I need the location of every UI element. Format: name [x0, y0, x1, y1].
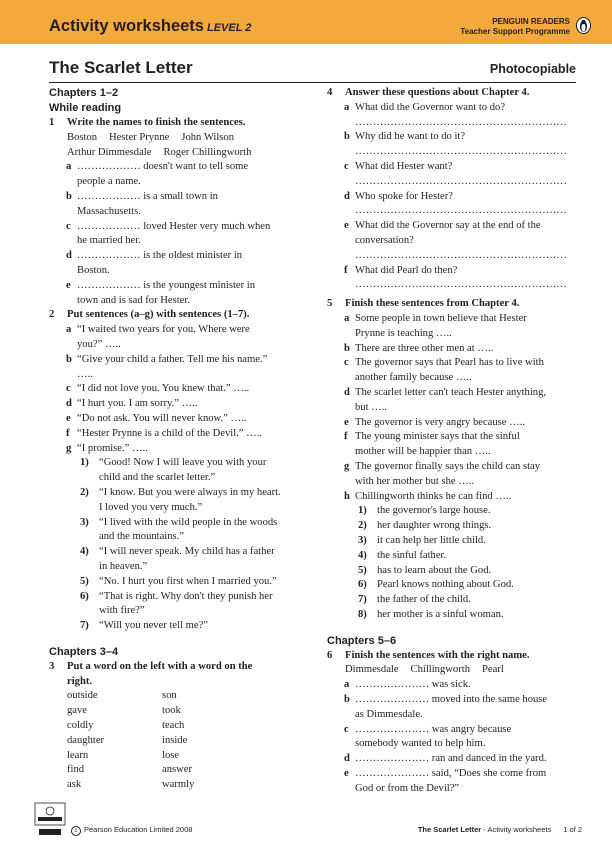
document-title: The Scarlet Letter [49, 58, 193, 77]
name-bank: Boston Hester Prynne John Wilson [67, 131, 234, 143]
list-item: e ……………… is the youngest minister in town and is sad for Hester. [66, 279, 256, 306]
word-pair-row: coldly teach [67, 720, 185, 732]
list-item: g “I promise.” ….. [66, 442, 148, 454]
brand-line-1: PENGUIN READERS [492, 17, 570, 26]
list-item: d ………………… ran and danced in the yard. [344, 753, 547, 765]
footer-page-info: The Scarlet Letter - Activity worksheets 1 of 2 [417, 825, 582, 834]
list-item: c ……………… loved Hester very much when he married her. [66, 220, 271, 247]
sub-item: 3) it can help her little child. [358, 534, 486, 546]
word-pair-row: learn lose [67, 749, 180, 761]
list-item: c What did Hester want? …………………………………………………… [344, 160, 567, 187]
title-divider [49, 82, 576, 83]
sub-item: 1) the governor's large house. [358, 505, 491, 517]
list-item: e ………………… said, “Does she come from God or from the Devil?” [344, 768, 547, 794]
sub-item: 1) “Good! Now I will leave you with your child and the scarlet letter.” [80, 457, 267, 484]
pearson-longman-logo-icon [33, 801, 67, 841]
word-pair-row: outside son [67, 690, 177, 702]
list-item: b ……………… is a small town in Massachusetts. [66, 190, 218, 217]
section-heading: Chapters 3–4 [49, 645, 119, 658]
sub-item: 2) “I know. But you were always in my heart. I loved you very much.” [80, 486, 281, 513]
question-1: 1 Write the names to finish the sentences. [49, 117, 246, 128]
question-3: 3 Put a word on the left with a word on the right. [49, 660, 253, 687]
sub-item: 4) “I will never speak. My child has a father in heaven.” [80, 546, 275, 572]
word-pair-row: daughter inside [67, 734, 188, 746]
list-item: e The governor is very angry because ….. [344, 416, 526, 428]
section-subheading: While reading [49, 102, 122, 114]
list-item: d Who spoke for Hester? …………………………………………………… [344, 190, 567, 217]
question-4: 4 Answer these questions about Chapter 4. [327, 87, 530, 98]
list-item: a Some people in town believe that Hester Prynne is teaching ….. [344, 312, 527, 339]
sub-item: 5) “No. I hurt you first when I married you.” [80, 575, 277, 587]
sub-item: 8) her mother is a sinful woman. [358, 608, 504, 620]
name-bank: Arthur Dimmesdale Roger Chillingworth [67, 146, 252, 158]
list-item: d ……………… is the oldest minister in Boston. [66, 250, 243, 276]
list-item: c “I did not love you. You knew that.” ….. [66, 383, 250, 395]
sub-item: 2) her daughter wrong things. [358, 520, 492, 532]
sub-item: 6) “That is right. Why don't they punish her with fire?” [80, 590, 273, 617]
left-column [49, 86, 301, 793]
list-item: a What did the Governor want to do? …………………………………………………… [344, 101, 567, 128]
list-item: b “Give your child a father. Tell me his name.” ….. [66, 353, 268, 380]
list-item: e What did the Governor say at the end of the conversation? …………………………………………………… [344, 220, 567, 261]
page-number: 1 of 2 [563, 825, 582, 834]
question-6: 6 Finish the sentences with the right name. [327, 649, 530, 661]
sub-item: 6) Pearl knows nothing about God. [358, 579, 514, 591]
sub-item: 4) the sinful father. [358, 549, 447, 561]
sub-item: 7) “Will you never tell me?” [80, 620, 208, 632]
worksheet-header-title: Activity worksheets [49, 17, 204, 35]
sub-item: 3) “I lived with the wild people in the woods and the mountains.” [80, 516, 278, 543]
name-bank: Dimmesdale Chillingworth Pearl [345, 664, 504, 676]
list-item: d The scarlet letter can't teach Hester anything, but ….. [344, 386, 547, 413]
copyright-notice: c Pearson Education Limited 2008 [71, 825, 192, 836]
list-item: f “Hester Prynne is a child of the Devil.” ….. [66, 427, 263, 439]
list-item: b There are three other men at ….. [344, 342, 494, 354]
list-item: h Chillingworth thinks he can find ….. [344, 490, 512, 502]
list-item: c ………………… was angry because somebody wanted to help him. [344, 723, 512, 750]
list-item: a “I waited two years for you. Where were you?” ….. [66, 324, 250, 350]
section-heading: Chapters 1–2 [49, 87, 119, 99]
question-2: 2 Put sentences (a–g) with sentences (1–7). [49, 309, 250, 321]
penguin-logo-icon [576, 17, 591, 34]
question-5: 5 Finish these sentences from Chapter 4. [327, 298, 520, 310]
list-item: f The young minister says that the sinful mother will be happier than ….. [344, 431, 520, 458]
photocopiable-label: Photocopiable [489, 62, 576, 76]
list-item: a ………………… was sick. [344, 679, 471, 691]
list-item: f What did Pearl do then? …………………………………………………… [344, 264, 567, 291]
brand-line-2: Teacher Support Programme [460, 27, 570, 36]
sub-item: 5) has to learn about the God. [358, 564, 492, 576]
list-item: g The governor finally says the child can stay with her mother but she ….. [344, 460, 541, 487]
list-item: e “Do not ask. You will never know.” ….. [66, 412, 247, 424]
list-item: c The governor says that Pearl has to live with another family because ….. [344, 357, 544, 384]
word-pair-row: ask warmly [67, 779, 195, 791]
list-item: b ………………… moved into the same house as Dimmesdale. [344, 694, 548, 720]
list-item: a ……………… doesn't want to tell some people a name. [66, 161, 249, 188]
sub-item: 7) the father of the child. [358, 594, 471, 606]
copyright-symbol: c [71, 826, 81, 836]
section-heading: Chapters 5–6 [327, 634, 397, 647]
word-pair-row: find answer [67, 764, 193, 776]
list-item: b Why did he want to do it? …………………………………………………… [344, 131, 567, 158]
level-label: LEVEL 2 [207, 22, 252, 34]
word-pair-row: gave took [67, 705, 181, 717]
list-item: d “I hurt you. I am sorry.” ….. [66, 398, 198, 410]
right-column [327, 86, 577, 797]
